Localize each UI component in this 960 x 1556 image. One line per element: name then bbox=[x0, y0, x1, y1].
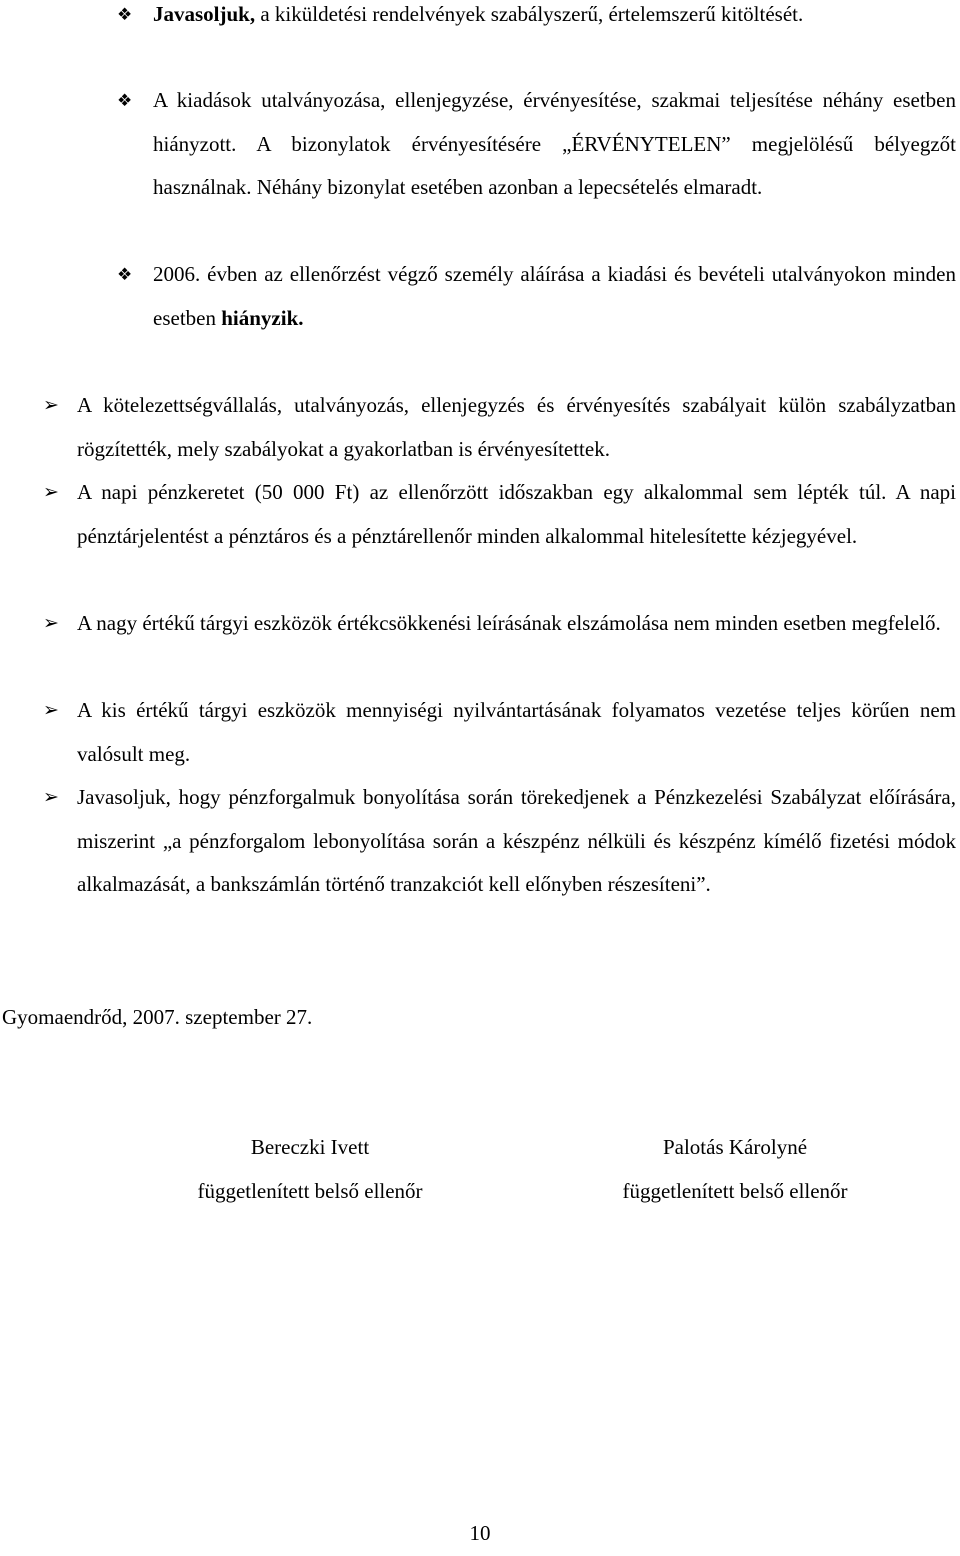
main-bullet-1-text: A kötelezettségvállalás, utalványozás, ellenjegyzés és érvényesítés szabályait külön szabályzatban rögzítették, mely szabályokat a gyakorlatban is érvényesítettek. bbox=[77, 393, 956, 461]
main-bullet-3 bbox=[77, 602, 956, 646]
page-number: 10 bbox=[469, 1521, 491, 1545]
sub-bullet-3 bbox=[153, 253, 956, 340]
diamond-bullet-icon: ❖ bbox=[117, 5, 133, 24]
diamond-bullet-icon: ❖ bbox=[117, 265, 133, 284]
arrow-bullet-icon: ➢ bbox=[43, 700, 59, 721]
arrow-bullet-icon: ➢ bbox=[43, 482, 59, 503]
signature-right bbox=[575, 1126, 895, 1213]
signature-left bbox=[150, 1126, 470, 1213]
main-bullet-5-text: Javasoljuk, hogy pénzforgalmuk bonyolítása során törekedjenek a Pénzkezelési Szabályzat előírására, miszerint „a pénzforgalom lebonyolítása során a készpénz nélküli és készpénz kímélő fizetési módok alkalmazását, a bankszámlán történő tranzakciót kell előnyben részesíteni”. bbox=[77, 785, 956, 896]
diamond-bullet-icon: ❖ bbox=[117, 91, 133, 110]
sub-bullet-1-bold: Javasoljuk, bbox=[153, 2, 256, 26]
sub-bullet-3-bold: hiányzik. bbox=[221, 305, 304, 330]
sub-bullet-1 bbox=[153, 0, 956, 37]
signature-left-name: Bereczki Ivett bbox=[250, 1135, 370, 1159]
arrow-bullet-icon: ➢ bbox=[43, 613, 59, 634]
sub-bullet-2-text: A kiadások utalványozása, ellenjegyzése, érvényesítése, szakmai teljesítése néhány esetben hiányzott. A bizonylatok érvényesítésére „ÉRVÉNYTELEN” megjelölésű bélyegzőt használnak. Néhány bizonylat esetében azonban a lepecsételés elmaradt. bbox=[153, 88, 956, 199]
arrow-bullet-icon: ➢ bbox=[43, 395, 59, 416]
main-bullet-4 bbox=[77, 689, 956, 776]
arrow-bullet-icon: ➢ bbox=[43, 787, 59, 808]
sub-bullet-1-text: a kiküldetési rendelvények szabályszerű, értelemszerű kitöltését. bbox=[255, 2, 804, 26]
signature-right-title: függetlenített belső ellenőr bbox=[622, 1178, 848, 1203]
main-bullet-5 bbox=[77, 776, 956, 907]
main-bullet-3-text: A nagy értékű tárgyi eszközök értékcsökkenési leírásának elszámolása nem minden esetben megfelelő. bbox=[77, 611, 941, 635]
main-bullet-1 bbox=[77, 384, 956, 471]
sub-bullet-2 bbox=[153, 79, 956, 210]
main-bullet-4-text: A kis értékű tárgyi eszközök mennyiségi nyilvántartásának folyamatos vezetése teljes körűen nem valósult meg. bbox=[77, 698, 956, 766]
signature-right-name: Palotás Károlyné bbox=[662, 1135, 808, 1159]
sub-bullet-3-text: 2006. évben az ellenőrzést végző személy aláírása a kiadási és bevételi utalványokon minden esetben bbox=[153, 262, 956, 330]
main-bullet-2-text: A napi pénzkeretet (50 000 Ft) az ellenőrzött időszakban egy alkalommal sem lépték túl. A napi pénztárjelentést a pénztáros és a pénztárellenőr minden alkalommal hitelesítette kézjegyével. bbox=[77, 480, 956, 548]
signature-left-title: függetlenített belső ellenőr bbox=[197, 1178, 423, 1203]
place-date: Gyomaendrőd, 2007. szeptember 27. bbox=[2, 1005, 313, 1029]
main-bullet-2 bbox=[77, 471, 956, 558]
